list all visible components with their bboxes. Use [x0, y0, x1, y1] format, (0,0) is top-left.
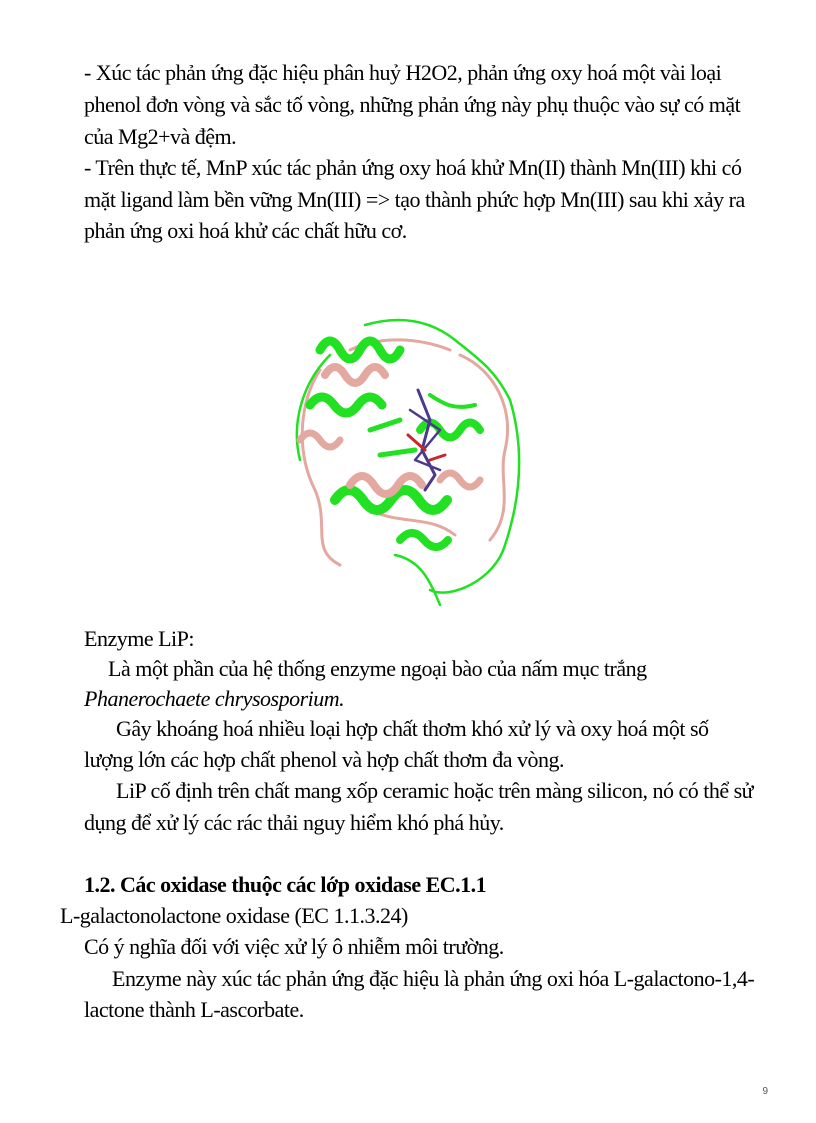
paragraph-line: lactone thành L-ascorbate.	[84, 997, 304, 1022]
protein-structure-image	[280, 310, 530, 610]
page-number: 9	[762, 1086, 768, 1097]
paragraph-line: mặt ligand làm bền vững Mn(III) => tạo thành phức hợp Mn(III) sau khi xảy ra	[84, 187, 745, 212]
species-name: Phanerochaete chrysosporium.	[84, 686, 345, 711]
paragraph-line: - Trên thực tế, MnP xúc tác phản ứng oxy hoá khử Mn(II) thành Mn(III) khi có	[84, 155, 742, 180]
section-heading: 1.2. Các oxidase thuộc các lớp oxidase EC.1.1	[84, 872, 487, 897]
paragraph-line: lượng lớn các hợp chất phenol và hợp chất thơm đa vòng.	[84, 747, 565, 772]
paragraph-line: Là một phần của hệ thống enzyme ngoại bào của nấm mục trắng	[108, 656, 647, 681]
paragraph-line: Gây khoáng hoá nhiều loại hợp chất thơm khó xử lý và oxy hoá một số	[116, 716, 709, 741]
paragraph-line: Có ý nghĩa đối với việc xử lý ô nhiễm môi trường.	[84, 934, 504, 959]
paragraph-line: dụng để xử lý các rác thải nguy hiểm khó phá hủy.	[84, 810, 504, 835]
section-subtitle: Enzyme LiP:	[84, 626, 194, 651]
paragraph-line: L-galactonolactone oxidase (EC 1.1.3.24)	[60, 903, 408, 928]
paragraph-line: phản ứng oxi hoá khử các chất hữu cơ.	[84, 218, 407, 243]
paragraph-line: của Mg2+và đệm.	[84, 124, 237, 149]
paragraph-line: Enzyme này xúc tác phản ứng đặc hiệu là phản ứng oxi hóa L-galactono-1,4-	[112, 966, 755, 991]
paragraph-line: - Xúc tác phản ứng đặc hiệu phân huỷ H2O2, phản ứng oxy hoá một vài loại	[84, 60, 722, 85]
paragraph-line: LiP cố định trên chất mang xốp ceramic hoặc trên màng silicon, nó có thể sử	[116, 778, 754, 803]
paragraph-line: phenol đơn vòng và sắc tố vòng, những phản ứng này phụ thuộc vào sự có mặt	[84, 92, 741, 117]
